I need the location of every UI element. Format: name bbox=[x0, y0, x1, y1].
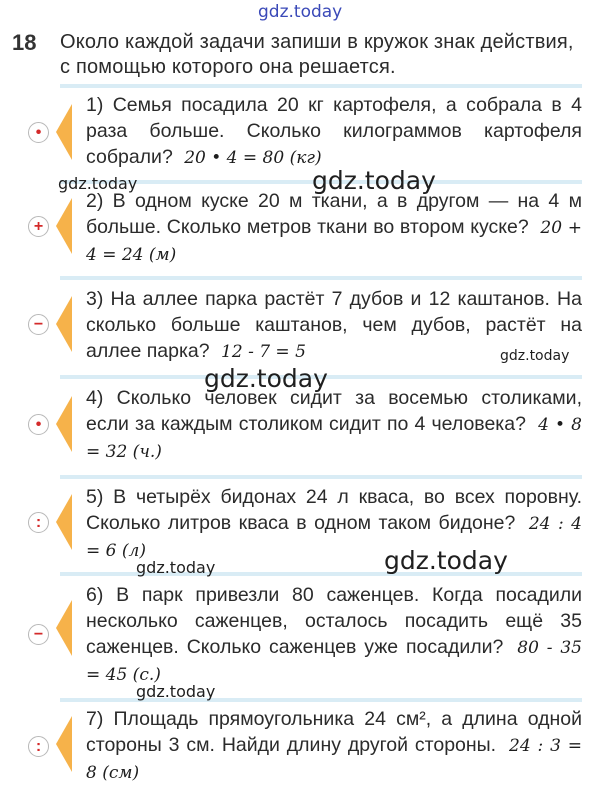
sign-value: : bbox=[35, 513, 42, 531]
task-text: 1) Семья посадила 20 кг картофеля, а собрала в 4 раза больше. Сколько килограммов картофеля собрали? bbox=[86, 94, 582, 168]
orange-tab-marker bbox=[56, 296, 72, 352]
task-item bbox=[86, 188, 582, 268]
sign-circle[interactable] bbox=[28, 512, 49, 533]
watermark: gdz.today bbox=[312, 166, 436, 195]
sign-value: − bbox=[33, 625, 44, 643]
task-text: 3) На аллее парка растёт 7 дубов и 12 каштанов. На сколько больше каштанов, чем дубов, растёт на аллее парка? bbox=[86, 288, 582, 362]
watermark: gdz.today bbox=[384, 546, 508, 575]
task-text: 5) В четырёх бидонах 24 л кваса, во всех поровну. Сколько литров кваса в одном таком бидоне? bbox=[86, 486, 582, 534]
task-text: 6) В парк привезли 80 саженцев. Когда посадили несколько саженцев, осталось посадить ещё 35 саженцев. Сколько саженцев уже посадили? bbox=[86, 584, 582, 658]
task-text: 4) Сколько человек сидит за восемью столиками, если за каждым столиком сидит по 4 человека? bbox=[86, 387, 582, 435]
sign-circle[interactable] bbox=[28, 216, 49, 237]
separator-band bbox=[60, 276, 582, 280]
task-text: 7) Площадь прямоугольника 24 см², а длина одной стороны 3 см. Найди длину другой стороны. bbox=[86, 708, 582, 756]
orange-tab-marker bbox=[56, 104, 72, 160]
separator-band bbox=[60, 84, 582, 88]
sign-value: : bbox=[35, 737, 42, 755]
sign-circle[interactable] bbox=[28, 624, 49, 645]
task-item bbox=[86, 385, 582, 465]
handwritten-answer: 20 + 4 = 24 (м) bbox=[86, 218, 582, 265]
exercise-instruction: Около каждой задачи запиши в кружок знак действия, с помощью которого она решается. bbox=[60, 31, 574, 78]
sign-circle[interactable] bbox=[28, 314, 49, 335]
handwritten-answer: 24 : 3 = 8 (см) bbox=[86, 736, 583, 783]
handwritten-answer: 80 - 35 = 45 (с.) bbox=[86, 638, 583, 685]
separator-band bbox=[60, 475, 582, 479]
orange-tab-marker bbox=[56, 600, 72, 656]
orange-tab-marker bbox=[56, 198, 72, 254]
watermark: gdz.today bbox=[136, 558, 216, 577]
sign-circle[interactable] bbox=[28, 122, 49, 143]
watermark: gdz.today bbox=[500, 348, 570, 364]
watermark: gdz.today bbox=[204, 364, 328, 393]
orange-tab-marker bbox=[56, 494, 72, 550]
sign-value: + bbox=[33, 217, 44, 235]
task-item bbox=[86, 706, 582, 786]
task-item bbox=[86, 92, 582, 171]
watermark-top: gdz.today bbox=[258, 2, 343, 22]
sign-value: − bbox=[33, 315, 44, 333]
sign-circle[interactable] bbox=[28, 736, 49, 757]
orange-tab-marker bbox=[56, 716, 72, 772]
sign-value: • bbox=[35, 415, 42, 433]
orange-tab-marker bbox=[56, 396, 72, 452]
sign-circle[interactable] bbox=[28, 414, 49, 435]
watermark: gdz.today bbox=[58, 174, 138, 193]
handwritten-answer: 20 • 4 = 80 (кг) bbox=[184, 148, 322, 168]
exercise-number: 18 bbox=[12, 30, 37, 55]
sign-value: • bbox=[35, 123, 42, 141]
task-item bbox=[86, 582, 582, 688]
watermark: gdz.today bbox=[136, 682, 216, 701]
handwritten-answer: 12 - 7 = 5 bbox=[221, 342, 306, 362]
handwritten-answer: 4 • 8 = 32 (ч.) bbox=[86, 415, 583, 462]
handwritten-answer: 24 : 4 = 6 (л) bbox=[86, 514, 583, 561]
task-text: 2) В одном куске 20 м ткани, а в другом — на 4 м больше. Сколько метров ткани во втором куске? bbox=[86, 190, 582, 238]
